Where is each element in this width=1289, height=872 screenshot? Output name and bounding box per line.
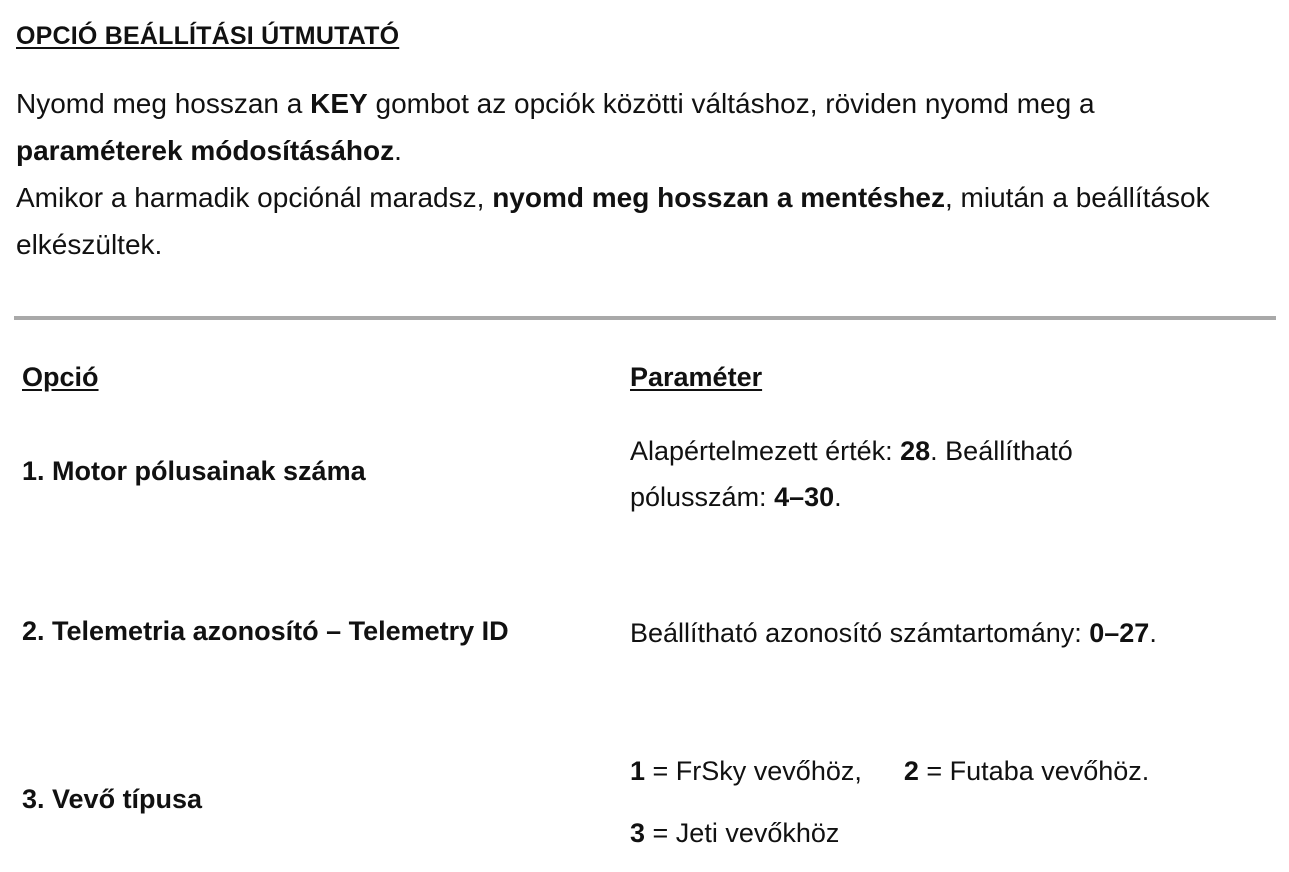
parameter-description [630, 748, 1149, 856]
param-text: = Jeti vevőkhöz [645, 818, 840, 848]
param-text: = FrSky vevőhöz, [645, 756, 862, 786]
param-value: 2 [903, 756, 919, 786]
emphasis-text: paraméterek módosításához [16, 135, 395, 166]
option-label: 1. Motor pólusainak száma [22, 456, 366, 486]
option-label: 3. Vevő típusa [22, 784, 203, 814]
param-value: 28 [900, 436, 931, 466]
param-text: = Futaba vevőhöz. [918, 756, 1150, 786]
intro-paragraph-2 [16, 174, 1276, 268]
intro-text-segment: Amikor a harmadik opciónál maradsz, [16, 182, 493, 213]
column-header-option: Opció [22, 362, 99, 392]
param-text: . Beállítható [930, 436, 1073, 466]
intro-text [16, 80, 1276, 268]
param-value: 4–30 [774, 482, 835, 512]
param-value: 3 [630, 818, 646, 848]
divider [14, 316, 1276, 320]
emphasis-text: nyomd meg hosszan a mentéshez [492, 182, 945, 213]
param-text: Alapértelmezett érték: [630, 436, 901, 466]
param-value: 1 [630, 756, 646, 786]
param-text: . [1149, 618, 1157, 648]
key-button-name: KEY [310, 88, 368, 119]
param-text: pólusszám: [630, 482, 775, 512]
option-label: 2. Telemetria azonosító – Telemetry ID [22, 616, 509, 646]
column-header-parameter: Paraméter [630, 362, 763, 392]
param-text: . [834, 482, 842, 512]
intro-paragraph-1 [16, 80, 1276, 174]
intro-text-segment: Nyomd meg hosszan a [16, 88, 311, 119]
param-value: 0–27 [1089, 618, 1150, 648]
parameter-description [630, 428, 1073, 520]
intro-text-segment: gombot az opciók közötti váltáshoz, röviden nyomd meg a [367, 88, 1095, 119]
param-text: Beállítható azonosító számtartomány: [630, 618, 1090, 648]
intro-text-segment: , miután a beállítások elkészültek. [16, 182, 1210, 260]
page-title: OPCIÓ BEÁLLÍTÁSI ÚTMUTATÓ [16, 22, 400, 50]
intro-text-segment: . [394, 135, 402, 166]
parameter-description [630, 610, 1157, 656]
